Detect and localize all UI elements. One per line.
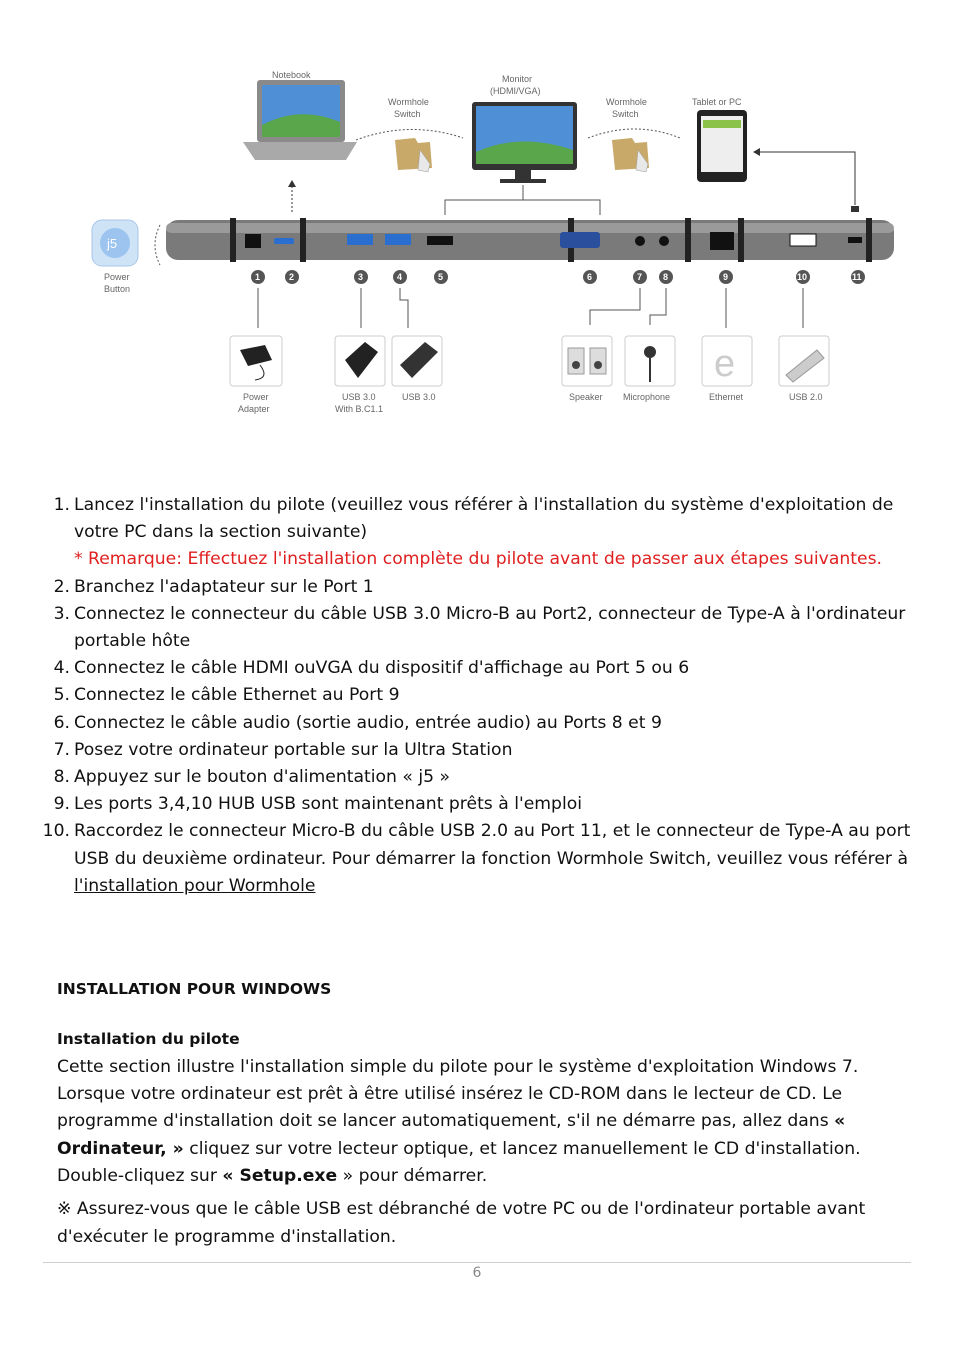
section-subheading: Installation du pilote — [57, 1030, 240, 1048]
step-note: * Remarque: Effectuez l'installation complète du pilote avant de passer aux étapes suivantes. — [74, 549, 883, 570]
speaker-icon — [562, 336, 612, 386]
list-item — [40, 574, 920, 601]
usb3-port-icon — [347, 234, 373, 245]
ethernet-port-icon — [710, 232, 734, 250]
usb30-label: USB 3.0 — [402, 392, 436, 402]
port-number: 7 — [637, 272, 643, 282]
list-item — [40, 764, 920, 791]
footer-divider — [43, 1262, 911, 1263]
usb30-bc-label-1: USB 3.0 — [342, 392, 376, 402]
list-item — [40, 818, 920, 900]
wormhole-label-right-1: Wormhole — [606, 97, 647, 107]
micro-b-port-icon — [848, 237, 862, 243]
monitor-icon — [472, 102, 577, 183]
list-item — [40, 791, 920, 818]
port-number: 10 — [797, 272, 808, 282]
step-text: Les ports 3,4,10 HUB USB sont maintenant prêts à l'emploi — [74, 794, 583, 815]
port-number: 6 — [587, 272, 593, 282]
vga-port-icon — [560, 232, 600, 248]
notebook-icon — [243, 80, 357, 160]
docking-station — [166, 218, 894, 262]
power-button-label-1: Power — [104, 272, 130, 282]
usb-flash-drive-icon — [779, 336, 829, 386]
port-number: 11 — [852, 272, 862, 282]
port-number: 8 — [663, 272, 669, 282]
usb-warning-note: ※ Assurez-vous que le câble USB est débranché de votre PC ou de l'ordinateur portable avant d'exécuter le programme d'installation. — [57, 1199, 866, 1247]
list-item — [40, 492, 920, 574]
list-item — [40, 737, 920, 764]
notebook-label: Notebook — [272, 70, 311, 80]
wormhole-installation-link[interactable]: l'installation pour Wormhole — [74, 875, 316, 896]
step-text: Connectez le connecteur du câble USB 3.0 Micro-B au Port2, connecteur de Type-A à l'ordinateur portable hôte — [74, 603, 906, 652]
monitor-label-1: Monitor — [502, 74, 533, 84]
external-drive-icon — [392, 336, 442, 386]
port-number: 2 — [289, 272, 295, 282]
list-item — [40, 710, 920, 737]
hdmi-port-icon — [427, 236, 453, 245]
list-item — [40, 682, 920, 709]
step-text: Connectez le câble HDMI ouVGA du dispositif d'affichage au Port 5 ou 6 — [74, 658, 690, 679]
step-number: 2. — [53, 576, 70, 597]
audio-in-port-icon — [659, 236, 669, 246]
power-adapter-label-2: Adapter — [238, 404, 270, 414]
port-number: 5 — [438, 272, 444, 282]
page-number: 6 — [472, 1265, 482, 1281]
monitor-label-2: (HDMI/VGA) — [490, 86, 541, 96]
installation-steps — [40, 492, 920, 900]
power-button-icon[interactable] — [92, 220, 138, 266]
step-number: 8. — [53, 767, 70, 788]
step-text: Lancez l'installation du pilote (veuillez vous référer à l'installation du système d'exploitation de votre PC dans la section suivante) — [74, 495, 894, 543]
audio-out-port-icon — [635, 236, 645, 246]
step-text: Posez votre ordinateur portable sur la Ultra Station — [74, 739, 513, 760]
wormhole-label-right-2: Switch — [612, 109, 639, 119]
svg-text:j5: j5 — [107, 236, 118, 251]
speaker-label: Speaker — [569, 392, 603, 402]
wormhole-label-left-2: Switch — [394, 109, 421, 119]
smartphone-icon — [335, 336, 385, 386]
power-button-label-2: Button — [104, 284, 131, 294]
section-heading: INSTALLATION POUR WINDOWS — [57, 980, 332, 998]
microphone-icon — [625, 336, 675, 386]
port-number: 9 — [723, 272, 729, 282]
usb2-port-icon — [790, 234, 816, 246]
usb30-bc-label-2: With B.C1.1 — [335, 404, 384, 414]
microphone-label: Microphone — [623, 392, 671, 402]
step-text: Connectez le câble Ethernet au Port 9 — [74, 685, 400, 706]
usb3-port-icon — [385, 234, 411, 245]
step-text: Branchez l'adaptateur sur le Port 1 — [74, 576, 374, 597]
step-text: Appuyez sur le bouton d'alimentation « j5 » — [74, 767, 451, 788]
step-text: Connectez le câble audio (sortie audio, entrée audio) au Ports 8 et 9 — [74, 712, 662, 733]
step-number: 7. — [53, 739, 70, 760]
svg-text:e: e — [714, 343, 736, 385]
power-port-icon — [245, 234, 261, 248]
step-number: 1. — [53, 495, 70, 515]
ethernet-icon — [702, 336, 752, 386]
tablet-icon — [697, 110, 747, 182]
tablet-label: Tablet or PC — [692, 97, 742, 107]
docking-station-diagram — [60, 60, 910, 430]
step-text: Raccordez le connecteur Micro-B du câble USB 2.0 au Port 11, et le connecteur de Type-A au port USB du deuxième ordinateur. Pour démarrer la fonction Wormhole Switch, veuillez vous référer à — [74, 821, 911, 869]
step-number: 4. — [53, 658, 70, 679]
power-adapter-icon — [230, 336, 282, 386]
step-number: 5. — [53, 685, 70, 706]
port-number: 1 — [255, 272, 261, 282]
port-badges — [251, 270, 865, 284]
step-number: 6. — [53, 712, 70, 733]
folder-icon — [395, 138, 432, 172]
step-number: 9. — [53, 794, 70, 815]
ethernet-label: Ethernet — [709, 392, 744, 402]
list-item — [40, 601, 920, 655]
micro-b-port-icon — [274, 238, 294, 244]
step-number: 10. — [42, 821, 70, 842]
section-paragraph: Cette section illustre l'installation simple du pilote pour le système d'exploitation Windows 7. Lorsque votre ordinateur est prêt à être utilisé insérez le CD-ROM dans le lecteur de CD. Le programme d'installation doit se lancer automatiquement, s'il ne démarre pas, allez dans « Ordinateur, » cliquez sur votre lecteur optique, et lancez manuellement le CD d'installation. Double-cliquez sur « Setup.exe » pour démarrer. — [57, 1057, 861, 1186]
port-number: 3 — [358, 272, 364, 282]
wormhole-label-left-1: Wormhole — [388, 97, 429, 107]
folder-icon — [612, 138, 649, 172]
list-item — [40, 655, 920, 682]
usb20-label: USB 2.0 — [789, 392, 823, 402]
power-adapter-label-1: Power — [243, 392, 269, 402]
port-number: 4 — [397, 272, 403, 282]
step-number: 3. — [53, 603, 70, 624]
